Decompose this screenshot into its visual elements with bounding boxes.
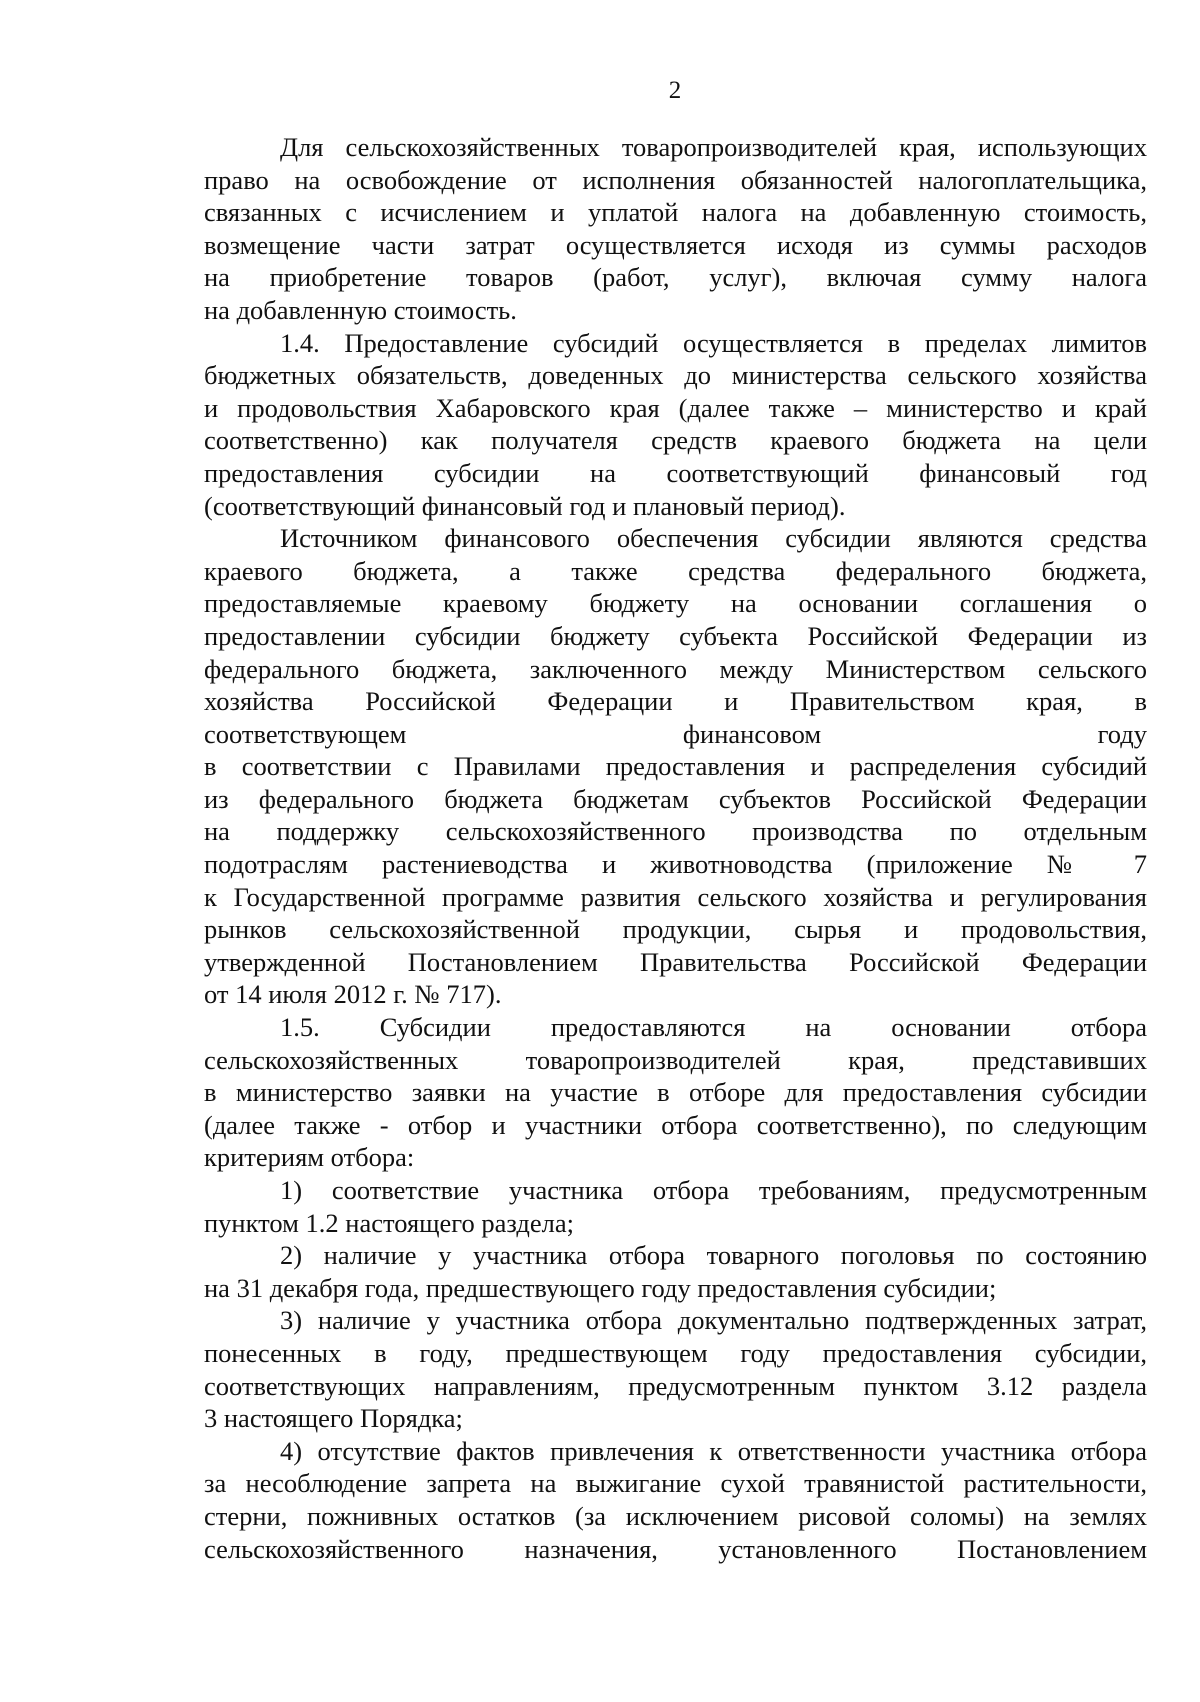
text-line: бюджетных обязательств, доведенных до министерства сельского хозяйства bbox=[204, 360, 1147, 391]
text-line: сельскохозяйственных товаропроизводителей края, представивших bbox=[204, 1044, 1147, 1075]
text-line: соответственно) как получателя средств краевого бюджета на цели bbox=[204, 425, 1147, 456]
text-line: (далее также - отбор и участники отбора соответственно), по следующим bbox=[204, 1109, 1147, 1140]
text-line: в министерство заявки на участие в отборе для предоставления субсидии bbox=[204, 1077, 1147, 1108]
text-line: на поддержку сельскохозяйственного производства по отдельным bbox=[204, 816, 1147, 847]
text-line: 3 настоящего Порядка; bbox=[204, 1403, 463, 1434]
text-line: 2) наличие у участника отбора товарного поголовья по состоянию bbox=[280, 1240, 1147, 1271]
text-line: на приобретение товаров (работ, услуг), включая сумму налога bbox=[204, 262, 1147, 293]
text-line: 1) соответствие участника отбора требованиям, предусмотренным bbox=[280, 1175, 1147, 1205]
text-line: соответствующем финансовом году bbox=[204, 718, 1147, 749]
text-line: от 14 июля 2012 г. № 717). bbox=[204, 979, 502, 1010]
text-line: на добавленную стоимость. bbox=[204, 294, 517, 325]
text-line: утвержденной Постановлением Правительства Российской Федерации bbox=[204, 946, 1147, 977]
text-line: стерни, пожнивных остатков (за исключением рисовой соломы) на землях bbox=[204, 1500, 1147, 1531]
text-line: право на освобождение от исполнения обязанностей налогоплательщика, bbox=[204, 164, 1147, 195]
document-body bbox=[204, 131, 1147, 1565]
text-line: связанных с исчислением и уплатой налога на добавленную стоимость, bbox=[204, 197, 1147, 228]
text-line: Для сельскохозяйственных товаропроизводителей края, использующих bbox=[280, 132, 1147, 162]
text-line: предоставлении субсидии бюджету субъекта Российской Федерации из bbox=[204, 620, 1147, 651]
text-line: рынков сельскохозяйственной продукции, сырья и продовольствия, bbox=[204, 914, 1147, 945]
text-line: предоставляемые краевому бюджету на основании соглашения о bbox=[204, 588, 1147, 619]
text-line: возмещение части затрат осуществляется исходя из суммы расходов bbox=[204, 229, 1147, 260]
text-line: краевого бюджета, а также средства федерального бюджета, bbox=[204, 555, 1147, 586]
text-line: 4) отсутствие фактов привлечения к ответственности участника отбора bbox=[280, 1435, 1147, 1466]
text-line: и продовольствия Хабаровского края (далее также – министерство и край bbox=[204, 392, 1147, 423]
text-line: предоставления субсидии на соответствующий финансовый год bbox=[204, 457, 1147, 488]
text-line: к Государственной программе развития сельского хозяйства и регулирования bbox=[204, 881, 1147, 912]
text-line: федерального бюджета, заключенного между Министерством сельского bbox=[204, 653, 1147, 684]
text-line: подотраслям растениеводства и животноводства (приложение № 7 bbox=[204, 849, 1147, 880]
text-line: из федерального бюджета бюджетам субъектов Российской Федерации bbox=[204, 783, 1147, 814]
text-line: хозяйства Российской Федерации и Правительством края, в bbox=[204, 686, 1147, 717]
text-line: 1.5. Субсидии предоставляются на основании отбора bbox=[280, 1012, 1147, 1043]
text-line: соответствующих направлениям, предусмотренным пунктом 3.12 раздела bbox=[204, 1370, 1147, 1401]
text-line: (соответствующий финансовый год и плановый период). bbox=[204, 490, 846, 521]
text-line: в соответствии с Правилами предоставления и распределения субсидий bbox=[204, 751, 1147, 782]
text-line: сельскохозяйственного назначения, установленного Постановлением bbox=[204, 1533, 1147, 1564]
text-line: понесенных в году, предшествующем году предоставления субсидии, bbox=[204, 1337, 1147, 1368]
text-line: на 31 декабря года, предшествующего году предоставления субсидии; bbox=[204, 1272, 997, 1303]
text-line: пунктом 1.2 настоящего раздела; bbox=[204, 1207, 574, 1238]
page-number: 2 bbox=[668, 77, 682, 104]
text-line: 1.4. Предоставление субсидий осуществляется в пределах лимитов bbox=[280, 327, 1147, 358]
text-line: 3) наличие у участника отбора документально подтвержденных затрат, bbox=[280, 1305, 1147, 1336]
text-line: Источником финансового обеспечения субсидии являются средства bbox=[280, 523, 1147, 554]
text-line: за несоблюдение запрета на выжигание сухой травянистой растительности, bbox=[204, 1468, 1147, 1499]
text-line: критериям отбора: bbox=[204, 1142, 415, 1173]
